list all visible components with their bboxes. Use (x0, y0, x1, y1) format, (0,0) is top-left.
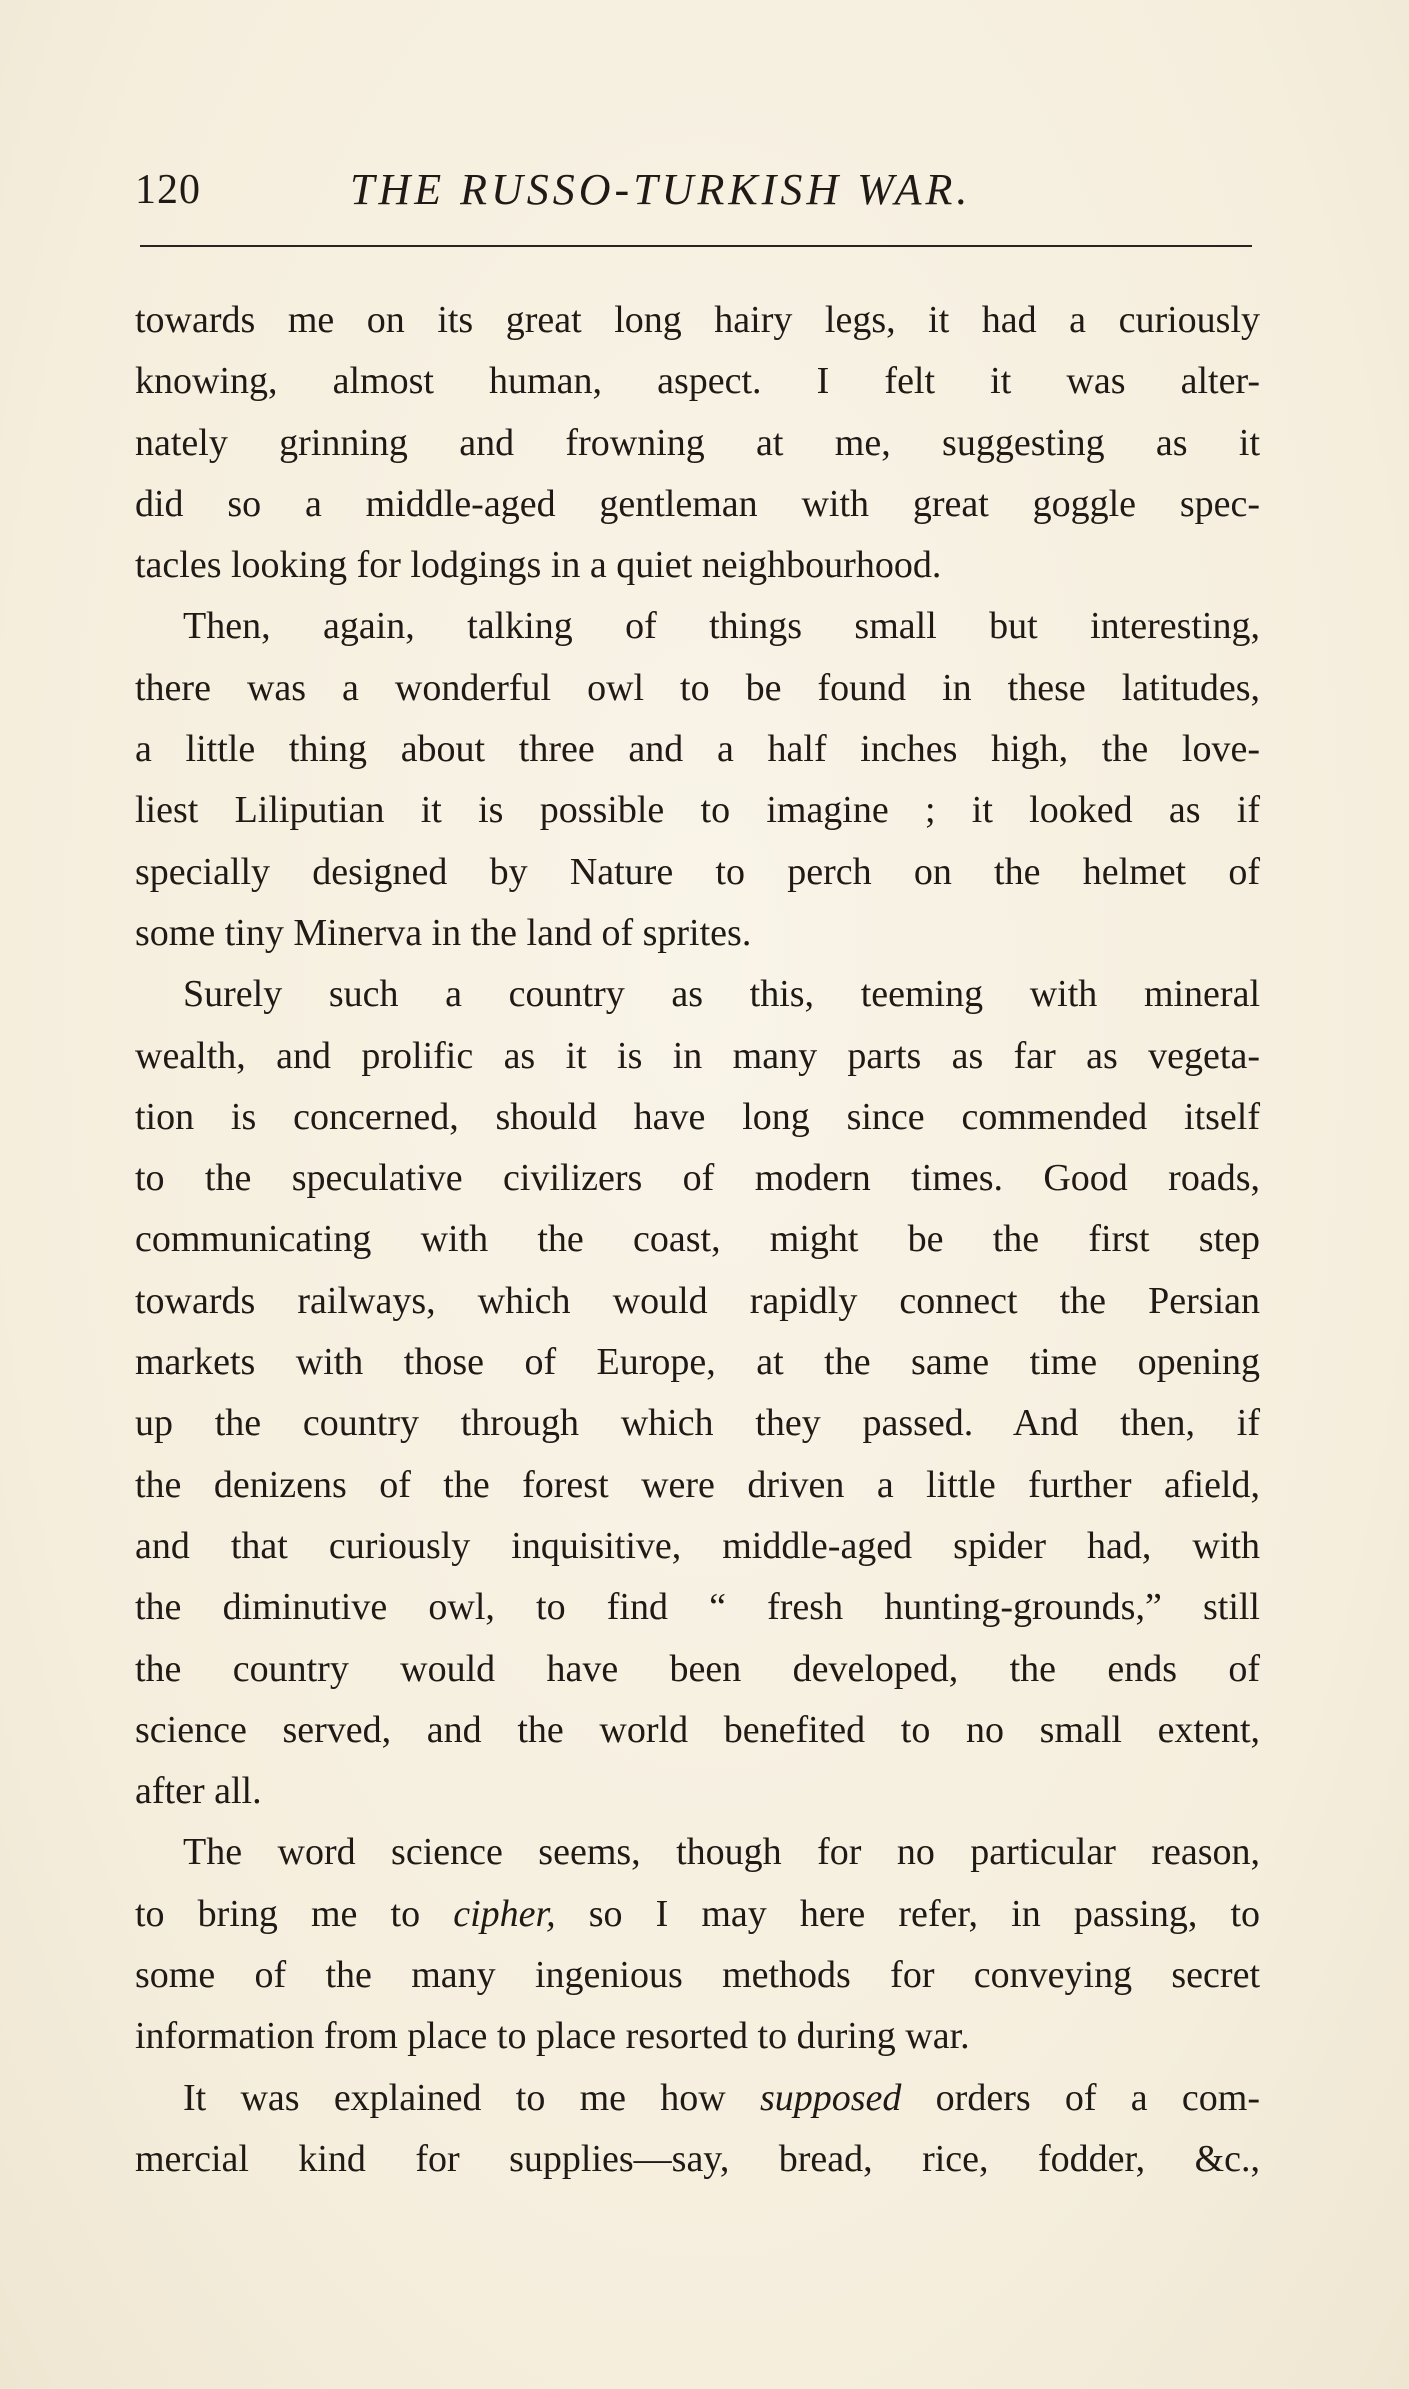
paragraph-lines (135, 290, 1260, 1822)
text-line: specially designed by Nature to perch on the helmet of (135, 850, 1260, 893)
text-line: there was a wonderful owl to be found in these latitudes, (135, 666, 1260, 709)
header-rule (140, 245, 1252, 247)
text-line: wealth, and prolific as it is in many parts as far as vegeta- (135, 1034, 1260, 1077)
text-line: some tiny Minerva in the land of sprites. (135, 911, 752, 954)
text-line: to the speculative civilizers of modern times. Good roads, (135, 1157, 1260, 1200)
text-line: the country would have been developed, the ends of (135, 1647, 1260, 1690)
text-line: communicating with the coast, might be the first step (135, 1218, 1260, 1261)
text-line (135, 2068, 1260, 2129)
text-line: mercial kind for supplies—say, bread, rice, fodder, &c., (135, 2137, 1260, 2180)
text-line: markets with those of Europe, at the same time opening (135, 1341, 1260, 1384)
text-line: a little thing about three and a half inches high, the love- (135, 728, 1260, 771)
text-line: information from place to place resorted to during war. (135, 2015, 970, 2058)
text-line: some of the many ingenious methods for conveying secret (135, 1954, 1260, 1997)
text-segment: orders of a com- (901, 2076, 1260, 2119)
text-line: up the country through which they passed. And then, if (135, 1402, 1260, 1445)
text-line: Surely such a country as this, teeming with mineral (183, 973, 1260, 1016)
text-line (135, 1884, 1260, 1945)
text-line: tacles looking for lodgings in a quiet neighbourhood. (135, 544, 942, 587)
running-title: THE RUSSO-TURKISH WAR. (350, 165, 972, 214)
text-line: tion is concerned, should have long since commended itself (135, 1095, 1260, 1138)
text-line: The word science seems, though for no particular reason, (183, 1831, 1260, 1874)
text-line: liest Liliputian it is possible to imagine ; it looked as if (135, 789, 1260, 832)
body-text (135, 290, 1260, 2190)
text-segment: It was explained to me how (183, 2076, 760, 2119)
text-line: and that curiously inquisitive, middle-aged spider had, with (135, 1524, 1260, 1567)
text-line: the denizens of the forest were driven a little further afield, (135, 1463, 1260, 1506)
text-line: towards me on its great long hairy legs, it had a curiously (135, 299, 1260, 341)
text-line: did so a middle-aged gentleman with great goggle spec- (135, 482, 1260, 525)
text-line: science served, and the world benefited to no small extent, (135, 1708, 1260, 1751)
text-line: the diminutive owl, to find “ fresh hunting-grounds,” still (135, 1586, 1260, 1629)
text-line: Then, again, talking of things small but interesting, (183, 605, 1260, 648)
italic-word: supposed (759, 2076, 902, 2119)
text-segment: so I may here refer, in passing, to (555, 1892, 1260, 1935)
text-line: towards railways, which would rapidly connect the Persian (135, 1279, 1260, 1322)
text-segment: to bring me to (135, 1892, 454, 1935)
text-line: after all. (135, 1770, 262, 1813)
text-line: knowing, almost human, aspect. I felt it was alter- (135, 360, 1260, 403)
text-line: nately grinning and frowning at me, suggesting as it (135, 421, 1260, 464)
italic-word: cipher, (453, 1892, 556, 1935)
page-number: 120 (135, 167, 201, 213)
page-header (135, 160, 1260, 220)
